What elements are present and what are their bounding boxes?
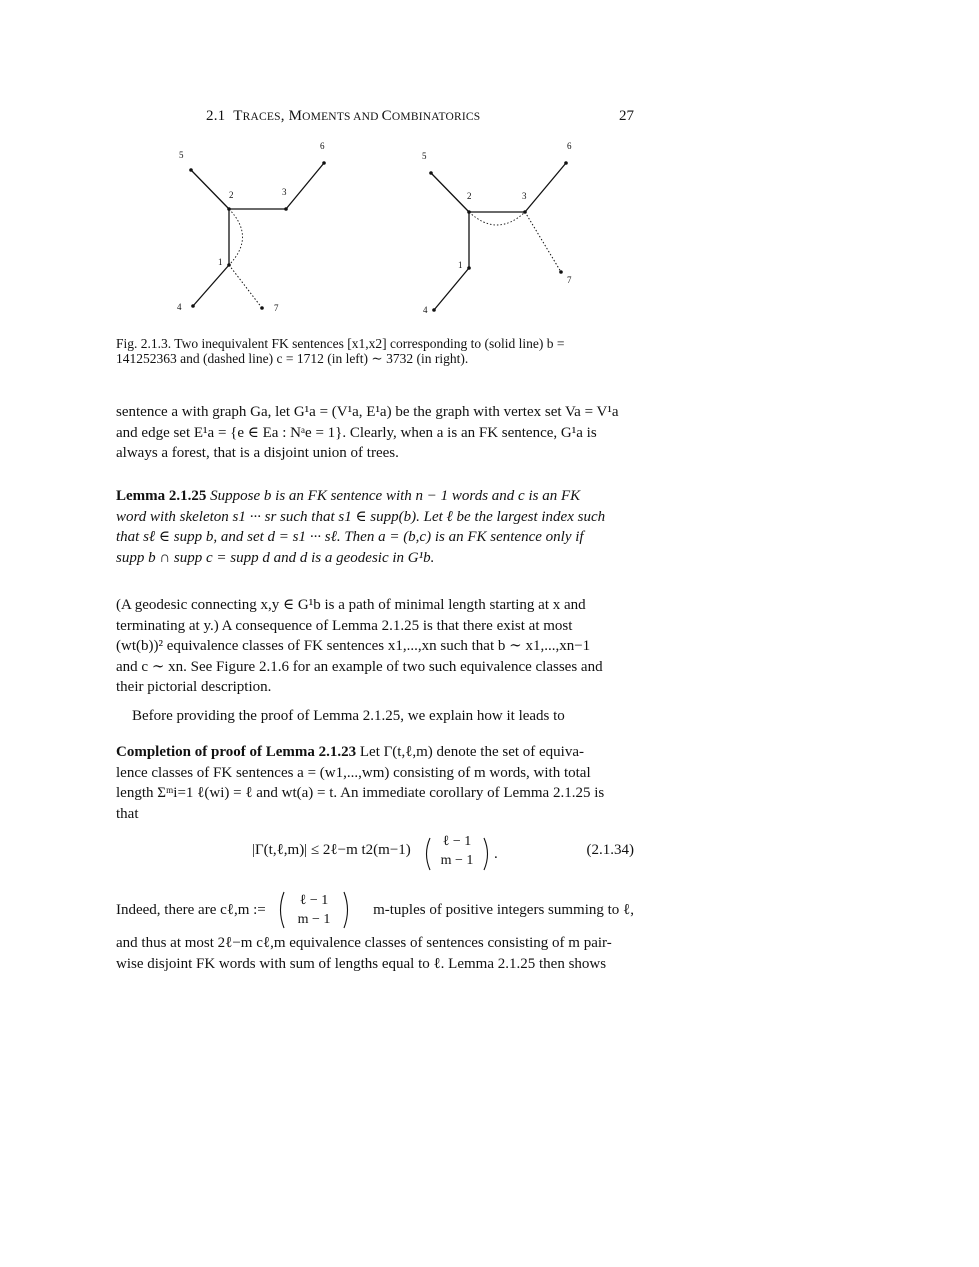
node-label: 5 (179, 150, 184, 160)
text-line: and thus at most 2ℓ−m cℓ,m equivalence classes of sentences consisting of m pair- (116, 935, 612, 951)
edge-1-7-dashed (229, 265, 262, 308)
text-line: wise disjoint FK words with sum of lengths equal to ℓ. Lemma 2.1.25 then shows (116, 955, 607, 972)
right-graph (422, 141, 572, 315)
binomial-top: ℓ − 1 (299, 893, 329, 908)
lemma-label: Lemma 2.1.25 (116, 488, 207, 504)
running-header (116, 108, 634, 128)
text-line: that sℓ ∈ supp b, and set d = s1 ··· sℓ. Then a = (b,c) is an FK sentence only if (116, 529, 584, 545)
node-label: 6 (567, 141, 572, 151)
paragraph (116, 706, 634, 727)
text-line: and edge set E¹a = {e ∈ Ea : Nᵃe = 1}. Clearly, when a is an FK sentence, G¹a is (116, 424, 597, 441)
text-line: word with skeleton s1 ··· sr such that s1 ∈ supp(b). Let ℓ be the largest index such (116, 508, 606, 525)
node-label: 2 (467, 191, 472, 201)
edge-1-4 (434, 268, 469, 310)
text-line: their pictorial description. (116, 679, 272, 695)
binomial-bottom: m − 1 (297, 912, 331, 927)
edge-5-2 (431, 173, 469, 212)
figure-caption (116, 336, 634, 366)
node-label: 7 (274, 303, 279, 313)
node-label: 6 (320, 141, 325, 151)
text-line: terminating at y.) A consequence of Lemma 2.1.25 is that there exist at most (116, 617, 573, 634)
text-line: always a forest, that is a disjoint union of trees. (116, 445, 399, 461)
node-label: 3 (282, 187, 287, 197)
node-label: 1 (458, 260, 463, 270)
edge-3-6 (286, 163, 324, 209)
equation-lhs: |Γ(t,ℓ,m)| ≤ 2ℓ−m t2(m−1) (252, 842, 411, 858)
text-line: (A geodesic connecting x,y ∈ G¹b is a path of minimal length starting at x and (116, 597, 586, 613)
node-label: 7 (567, 275, 572, 285)
binomial-top: ℓ − 1 (442, 834, 472, 849)
paragraph (116, 595, 634, 698)
text-line: Completion of proof of Lemma 2.1.23 Let Γ(t,ℓ,m) denote the set of equiva- (116, 744, 584, 760)
text-segment: Indeed, there are cℓ,m := (116, 902, 266, 918)
left-graph (177, 141, 326, 313)
completion-label: Completion of proof of Lemma 2.1.23 (116, 744, 357, 760)
figure-2-1-3 (116, 138, 634, 318)
equation-2-1-34 (116, 836, 634, 872)
node-label: 2 (229, 190, 234, 200)
edge-2-1-dashed (229, 209, 243, 265)
edge-3-7-dashed (525, 212, 561, 272)
text-segment: m-tuples of positive integers summing to ℓ, (373, 902, 634, 918)
node-label: 1 (218, 257, 223, 267)
caption-line: Fig. 2.1.3. Two inequivalent FK sentences [x1,x2] corresponding to (solid line) b = (116, 336, 565, 351)
edge-2-3-dashed (469, 212, 525, 225)
paragraph (116, 402, 634, 464)
edge-3-6 (525, 163, 566, 212)
lemma-2-1-25 (116, 486, 634, 568)
fk-graphs-drawing (116, 138, 634, 318)
edge-5-2 (191, 170, 229, 209)
text-line: Before providing the proof of Lemma 2.1.25, we explain how it leads to (132, 708, 565, 724)
text-line: Lemma 2.1.25 Suppose b is an FK sentence with n − 1 words and c is an FK (116, 488, 581, 504)
node-label: 4 (423, 305, 428, 315)
completion-of-proof (116, 742, 634, 824)
text-line: supp b ∩ supp c = supp d and d is a geodesic in G¹b. (116, 549, 435, 566)
node-label: 5 (422, 151, 427, 161)
text-line: sentence a with graph Ga, let G¹a = (V¹a, E¹a) be the graph with vertex set Va = V¹a (116, 404, 619, 420)
text-line: length Σᵐi=1 ℓ(wi) = ℓ and wt(a) = t. An immediate corollary of Lemma 2.1.25 is (116, 785, 605, 801)
page-number: 27 (619, 108, 634, 124)
caption-line: 141252363 and (dashed line) c = 1712 (in left) ∼ 3732 (in right). (116, 351, 469, 366)
text-line: that (116, 805, 139, 822)
paragraph (116, 890, 634, 930)
equation-period: . (494, 846, 498, 862)
text-line: and c ∼ xn. See Figure 2.1.6 for an example of two such equivalence classes and (116, 658, 603, 675)
binomial-bottom: m − 1 (440, 853, 474, 868)
text-line: lence classes of FK sentences a = (w1,...,wm) consisting of m words, with total (116, 764, 591, 781)
equation-number: (2.1.34) (586, 842, 634, 858)
running-header-title: 2.1 TRACES, MOMENTS AND COMBINATORICS (206, 108, 481, 124)
node-label: 3 (522, 191, 527, 201)
edge-1-4 (193, 265, 229, 306)
node-label: 4 (177, 302, 182, 312)
text-line: (wt(b))² equivalence classes of FK sentences x1,...,xn such that b ∼ x1,...,xn−1 (116, 638, 591, 654)
paragraph (116, 933, 634, 974)
